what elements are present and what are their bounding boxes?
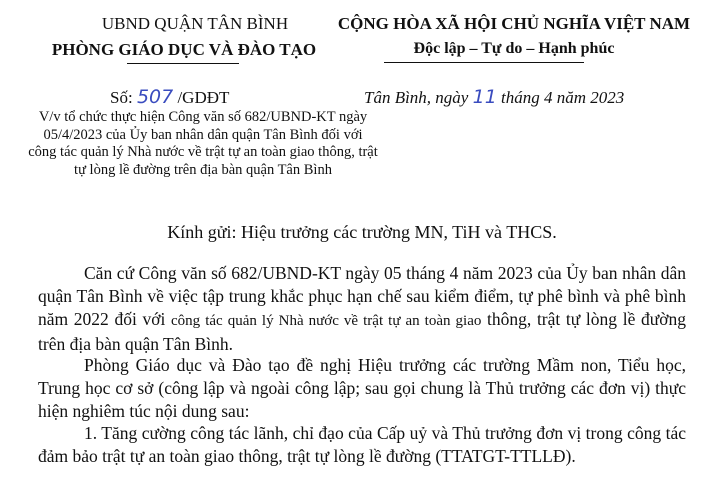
motto: Độc lập – Tự do – Hạnh phúc [413,40,615,57]
motto-underline [384,62,584,63]
addressee: Kính gửi: Hiệu trưởng các trường MN, TiH và THCS. [167,222,557,242]
date-prefix: Tân Bình, ngày [364,88,469,107]
org-name: PHÒNG GIÁO DỤC VÀ ĐÀO TẠO [51,40,317,59]
paragraph-3 [38,422,686,468]
p1-small: công tác quản lý Nhà nước về trật tự an toàn giao [171,313,482,329]
org-underline [127,63,239,64]
org-parent: UBND QUẬN TÂN BÌNH [101,14,289,33]
number-suffix: /GDĐT [177,88,230,107]
subject: V/v tổ chức thực hiện Công văn số 682/UBND-KT ngày 05/4/2023 của Ủy ban nhân dân quận Tân Bình đối với công tác quản lý Nhà nước về trật tự an toàn giao thông, trật tự lòng lề đường trên địa bàn quận Tân Bình [28,109,378,178]
number-value: 507 [136,86,174,108]
p2-text: Phòng Giáo dục và Đào tạo đề nghị Hiệu trưởng các trường Mầm non, Tiểu học, Trung học cơ sở (công lập và ngoài công lập; sau gọi chung là Thủ trưởng các đơn vị) thực hiện nghiêm túc nội dung sau: [38,355,686,421]
p1-end: thông, trật tự lòng lề đường trên địa bàn quận Tân Bình. [38,309,686,354]
paragraph-1 [38,262,686,356]
date-day: 11 [472,86,497,108]
document-number [110,86,229,108]
date-suffix: tháng 4 năm 2023 [501,88,625,107]
p1-main: Căn cứ Công văn số 682/UBND-KT ngày 05 tháng 4 năm 2023 của Ủy ban nhân dân quận Tân Bình về việc tập trung khắc phục hạn chế sau kiểm điểm, tự phê bình và phê bình năm 2022 đối với [38,263,686,329]
paragraph-2 [38,354,686,423]
nation-title: CỘNG HÒA XÃ HỘI CHỦ NGHĨA VIỆT NAM [337,14,691,33]
p3-text: 1. Tăng cường công tác lãnh, chỉ đạo của Cấp uỷ và Thủ trưởng đơn vị trong công tác đảm bảo trật tự an toàn giao thông, trật tự lòng lề đường (TTATGT-TTLLĐ). [38,423,686,466]
number-label: Số: [110,88,133,107]
document-date [364,86,624,108]
